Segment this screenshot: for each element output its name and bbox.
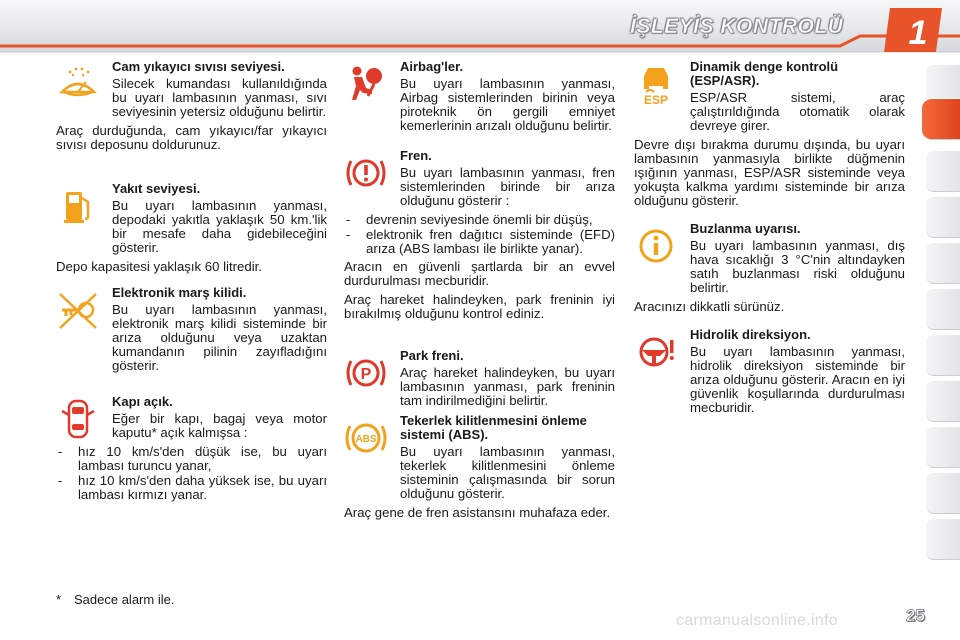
section-title: Elektronik marş kilidi. <box>112 285 247 300</box>
section-brake <box>344 149 615 321</box>
washer-fluid-icon <box>56 62 100 106</box>
chapter-tab-active[interactable] <box>922 98 960 140</box>
brake-warning-icon <box>344 151 388 195</box>
chapter-tab[interactable] <box>926 242 960 284</box>
chapter-tab[interactable] <box>926 196 960 238</box>
section-title: Park freni. <box>400 348 464 363</box>
section-text: Araç hareket halindeyken, bu uyarı lambasının yanması, park freninin tam indirilmediğini belirtir. <box>400 365 615 408</box>
power-steering-icon <box>634 330 678 374</box>
section-title: Hidrolik direksiyon. <box>690 327 811 342</box>
fuel-pump-icon <box>56 184 100 228</box>
section-text: Araç gene de fren asistansını muhafaza eder. <box>344 505 611 520</box>
chapter-tab[interactable] <box>926 518 960 560</box>
section-text: Bu uyarı lambasının yanması, fren sistemlerinden birinde bir arıza olduğunu gösterir : <box>400 165 615 208</box>
list-item: - devrenin seviyesinde önemli bir düşüş, <box>344 213 615 227</box>
bullet-list <box>56 445 327 502</box>
section-title: Cam yıkayıcı sıvısı seviyesi. <box>112 59 285 74</box>
section-esp <box>634 60 905 208</box>
page-title: İŞLEYİŞ KONTROLÜ <box>630 15 844 38</box>
section-text: Silecek kumandası kullanıldığında bu uyarı lambasının yanması, sıvı seviyesinin yetersiz olduğunu belirtir. <box>112 76 327 119</box>
section-text: Eğer bir kapı, bagaj veya motor kaputu* açık kalmışsa : <box>112 411 327 440</box>
chapter-tab[interactable] <box>926 334 960 376</box>
list-item: - hız 10 km/s'den daha yüksek ise, bu uyarı lambası kırmızı yanar. <box>56 474 327 502</box>
svg-text:P: P <box>360 366 372 383</box>
watermark-text: carmanualsonline.info <box>676 612 838 629</box>
section-title: Yakıt seviyesi. <box>112 181 201 196</box>
page-header <box>0 0 960 58</box>
section-parking-brake <box>344 349 615 408</box>
section-title: Tekerlek kilitlenmesini önleme sistemi (ABS). <box>400 413 587 442</box>
esp-icon <box>634 62 678 106</box>
section-title: Dinamik denge kontrolü (ESP/ASR). <box>690 59 839 88</box>
chapter-tab[interactable] <box>926 150 960 192</box>
svg-text:ESP: ESP <box>643 93 669 106</box>
section-text: Araç durduğunda, cam yıkayıcı/far yıkayıcı sıvısı deposunu doldurunuz. <box>56 123 327 152</box>
section-fuel-level <box>56 182 327 274</box>
abs-icon <box>344 416 388 460</box>
section-text: Aracınızı dikkatli sürünüz. <box>634 299 785 314</box>
footnote <box>56 592 174 607</box>
bullet-list <box>344 213 615 256</box>
section-washer-fluid <box>56 60 327 152</box>
section-power-steering <box>634 328 905 415</box>
section-text: Bu uyarı lambasının yanması, dış hava sıcaklığı 3 °C'nin altındayken satıh buzlanması riski olduğunu belirtir. <box>690 238 905 295</box>
section-text: Aracın en güvenli şartlarda bir an evvel durdurulması mecburidir. <box>344 259 615 288</box>
info-icon <box>634 224 678 268</box>
airbag-icon <box>344 62 388 106</box>
parking-brake-icon <box>344 351 388 395</box>
section-title: Kapı açık. <box>112 394 173 409</box>
section-text: Bu uyarı lambasının yanması, depodaki yakıtla yaklaşık 50 km.'lik bir mesafe daha gidebileceğini gösterir. <box>112 198 327 255</box>
section-title: Buzlanma uyarısı. <box>690 221 801 236</box>
section-abs <box>344 414 615 520</box>
section-immobiliser <box>56 286 327 373</box>
section-text: Bu uyarı lambasının yanması, tekerlek kilitlenmesini önleme sisteminin çalışmasında bir sorun olduğunu gösterir. <box>400 444 615 501</box>
section-text: Bu uyarı lambasının yanması, hidrolik direksiyon sisteminde bir arıza olduğunu gösterir. Aracın en iyi güvenlik koşullarında durdurulması mecburidir. <box>690 344 905 415</box>
section-title: Airbag'ler. <box>400 59 464 74</box>
svg-text:ABS: ABS <box>355 434 377 445</box>
list-item: - elektronik fren dağıtıcı sisteminde (EFD) arıza (ABS lambası ile birlikte yanar). <box>344 228 615 256</box>
chapter-tab[interactable] <box>926 426 960 468</box>
column-middle <box>344 60 615 525</box>
column-left <box>56 60 327 506</box>
section-door-open <box>56 395 327 502</box>
section-text: Bu uyarı lambasının yanması, Airbag sistemlerinden birinin veya piroteknik ön gergili emniyet kemerlerinin arızalı olduğunu belirtir. <box>400 76 615 133</box>
section-title: Fren. <box>400 148 432 163</box>
column-right <box>634 60 905 420</box>
page-number: 25 <box>906 606 925 625</box>
section-text: ESP/ASR sistemi, araç çalıştırıldığında otomatik olarak devreye girer. <box>690 90 905 133</box>
chapter-number: 1 <box>908 14 928 52</box>
immobiliser-key-icon <box>56 288 100 332</box>
chapter-tab[interactable] <box>926 380 960 422</box>
footnote-mark: * <box>56 592 62 607</box>
section-ice-warning <box>634 222 905 314</box>
list-item: - hız 10 km/s'den düşük ise, bu uyarı lambası turuncu yanar, <box>56 445 327 473</box>
section-text: Araç hareket halindeyken, park freninin iyi bırakılmış olduğunu kontrol ediniz. <box>344 292 615 321</box>
chapter-tab[interactable] <box>926 472 960 514</box>
section-text: Depo kapasitesi yaklaşık 60 litredir. <box>56 259 262 274</box>
chapter-tab[interactable] <box>926 288 960 330</box>
section-text: Bu uyarı lambasının yanması, elektronik marş kilidi sisteminde bir arıza olduğunu veya uzaktan kumandanın pilinin zayıfladığını gösterir. <box>112 302 327 373</box>
footnote-text: Sadece alarm ile. <box>74 592 175 607</box>
door-open-icon <box>56 397 100 441</box>
section-text: Devre dışı bırakma durumu dışında, bu uyarı lambasının yanmasıyla birlikte düğmenin ışığının yanması, ESP/ASR sisteminde veya yokuşta kalkma yardımı sisteminde bir arıza olduğunu gösterir. <box>634 137 905 208</box>
section-airbags <box>344 60 615 133</box>
